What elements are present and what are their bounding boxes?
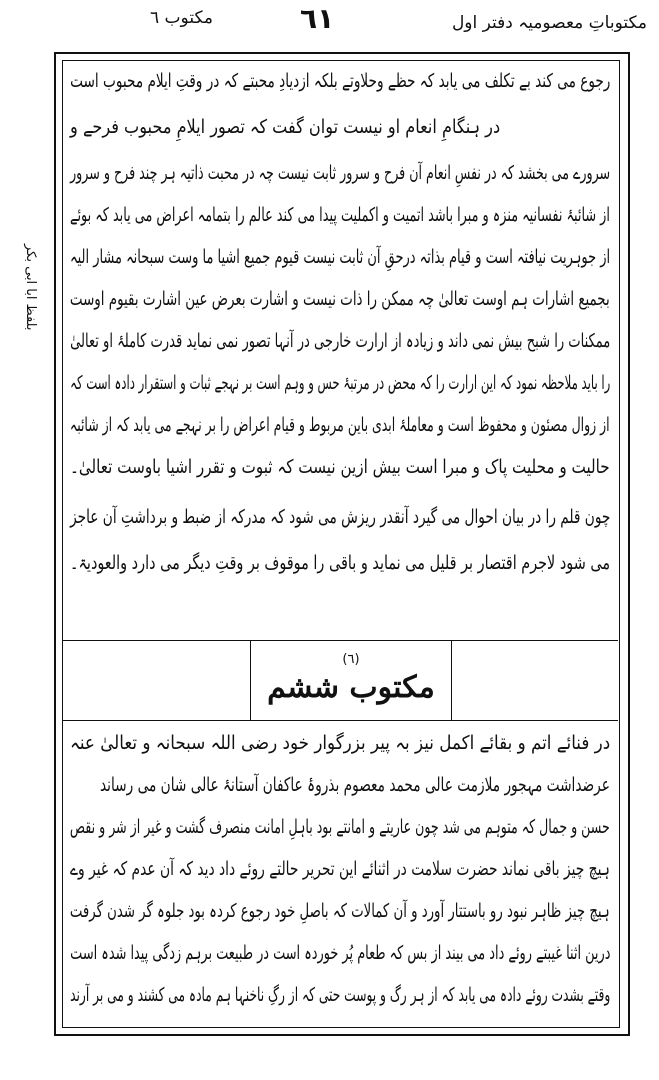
text-line [70,894,610,928]
text-line [70,324,610,358]
text-line [70,408,610,442]
text-line-content: از زوال مصئون و محفوظ است و معاملۂ ابدی باین مربوط و قیام اعراض را بر نہجے می یابد کہ از شائبہ [70,414,610,436]
margin-note: بلفظ ابا ابی بکر [23,243,38,330]
letter-heading-title: مکتوب ششم [267,670,435,705]
text-line [70,366,610,400]
text-line [70,546,610,580]
text-line [70,978,610,1012]
text-line-content: از شائبۂ نفسانیہ منزہ و مبرا باشد اتمیت و اکملیت پیدا می کند عالم را بتمامہ اعراض می یابد کہ بوئے [70,204,610,226]
text-line-content: را باید ملاحظہ نمود کہ این ارارت را کہ محض در مرتبۂ حس و وہم است بر نہجے ثبات و استقرار دادہ است کہ [69,372,610,394]
text-line [70,936,610,970]
divider [62,720,618,721]
text-line-content: سرورے می بخشد کہ در نفسِ انعام آن فرح و سرور ثابت نیست چہ در محبت ذاتیہ ہر چند فرح و سرور [69,162,610,184]
page-number: ٦١ [300,2,335,35]
text-line-content: وقتے بشدت روئے دادہ می یابد کہ از ہر رگ و پوست حتی کہ از رگِ ناخنہا ہم مادہ می کشند و می بر آرند [69,984,610,1006]
text-line [70,64,610,98]
text-line-content: حالیت و محلیت پاک و مبرا است بیش ازین نیست کہ ثبوت و تقرر اشیا باوست تعالیٰ۔ [70,456,610,478]
text-line-content: در ہنگامِ انعام او نیست توان گفت کہ تصور ایلامِ محبوب فرحے و [69,116,500,138]
text-line [70,810,610,844]
text-line [70,110,500,144]
text-line-content: ہیچ چیز باقی نماند حضرت سلامت در اثنائے این تحریر حالتے روئے داد دید کہ آن عدم کہ غیر وے [70,858,610,880]
text-line-content: ممکنات را شبح بیش نمی داند و زیادہ از ارارت خارجی در آنہا تصور نمی نماید قدرت کاملۂ او تعالیٰ [69,330,610,352]
text-line [70,852,610,886]
text-line-content: می شود لاجرم اقتصار بر قلیل می نماید و باقی را موقوف بر وقتِ دیگر می دارد والعودیۃ۔ [69,552,610,574]
text-line-content: از جوہریت نیافتہ است و قیام بذاتہ درحقِ آن ثابت نیست قیوم جمیع اشیا ما وست سبحانہ مشار الیہ [69,246,610,268]
text-line-content: رجوع می کند بے تکلف می یابد کہ حظے وحلاوتے بلکہ ازدیادِ محبتے کہ در وقتِ ایلام محبوب است [69,70,610,92]
text-line [70,198,610,232]
text-line [70,282,610,316]
text-line-content: در فنائے اتم و بقائے اکمل نیز بہ پیر بزرگوار خود رضی اللہ سبحانہ و تعالیٰ عنہ [69,732,610,754]
text-line-content: حسن و جمال کہ متوہم می شد چون عاریتے و امانتے بود باہلِ امانت منصرف گشت و غیر از شر و نقص [70,816,610,838]
text-line-content: ہیچ چیز ظاہر نبود رو باستتار آورد و آن کمالات کہ باصلِ خود رجوع کردہ بود جلوہ گر شدن گرفت [70,900,610,922]
text-line [100,768,610,802]
letter-reference: مکتوب ٦ [150,8,213,28]
letter-heading-number: (٦) [342,652,360,667]
text-line-content: چون قلم را در بیان احوال می گیرد آنقدر ریزش می شود کہ مدرکہ از ضبط و برداشتِ آن عاجز [69,506,610,528]
text-line-content: درین اثنا غیبتے روئے داد می بیند از بس کہ طعام پُر خوردہ است در طبیعت برہم زدگی پیدا شدہ است [69,942,610,964]
text-line [70,500,610,534]
book-title: مکتوباتِ معصومیہ دفتر اول [451,13,647,33]
text-line-content: بجمیع اشارات ہم اوست تعالیٰ چہ ممکن را ذات نیست و اشارت بعرض عین اشارت بقیوم اوست [70,288,610,310]
text-line [70,156,610,190]
text-line [70,726,610,760]
letter-heading-box [250,640,452,720]
text-line [70,450,610,484]
text-line-content: عرضداشت مہجور ملازمت عالی محمد معصوم بذروۂ عاکفان آستانۂ عالی شان می رساند [100,774,610,796]
text-line [70,240,610,274]
